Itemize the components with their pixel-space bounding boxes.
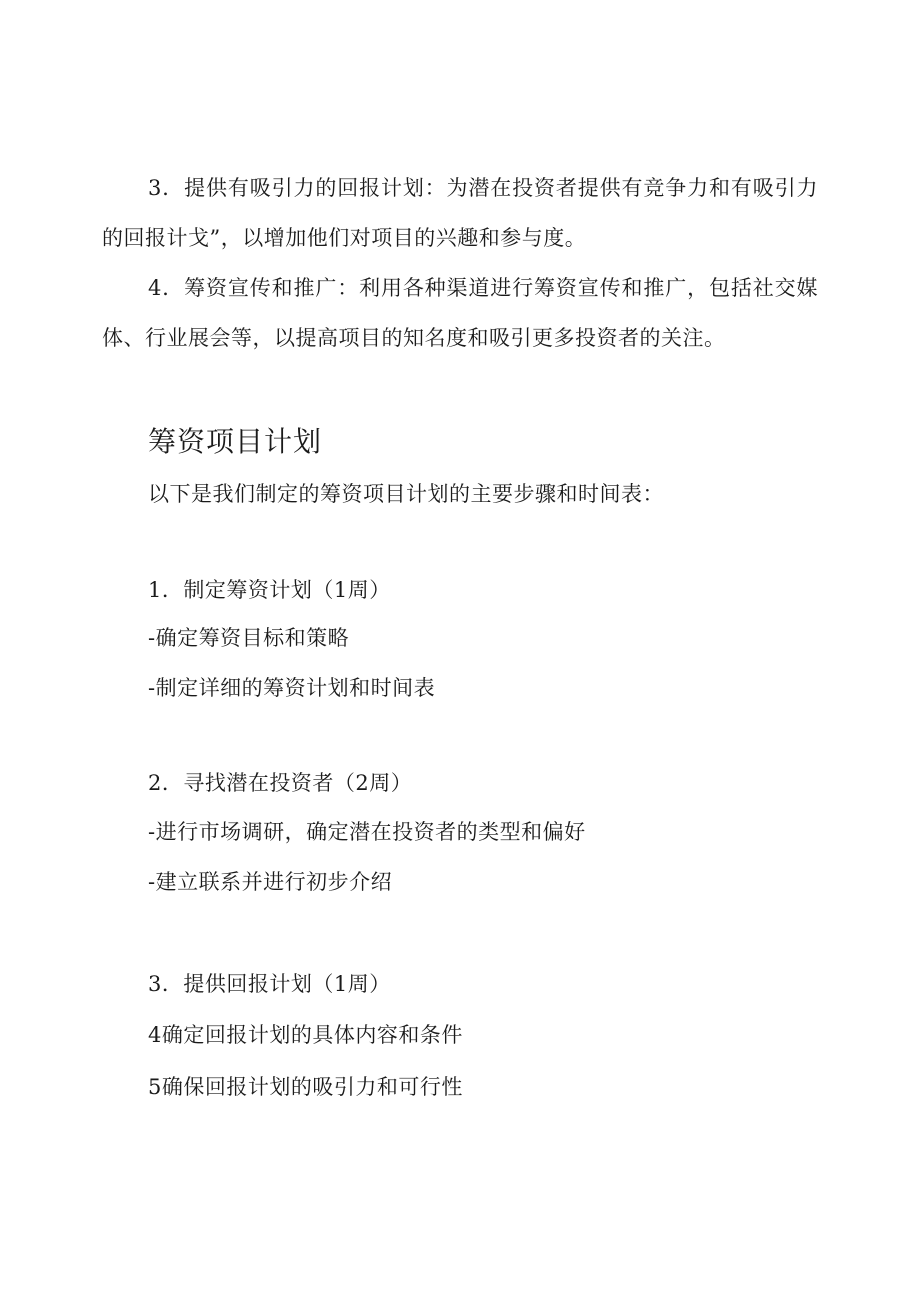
step-2-item-2: -建立联系并进行初步介绍 bbox=[148, 870, 393, 894]
section-title: 筹资项目计划 bbox=[148, 425, 323, 458]
paragraph-reward-plan: 3．提供有吸引力的回报计划：为潜在投资者提供有竞争力和有吸引力的回报计戈”，以增加他们对项目的兴趣和参与度。 bbox=[102, 176, 818, 250]
step-3-title: 3．提供回报计划（1周） bbox=[148, 972, 391, 996]
step-1-title: 1．制定筹资计划（1周） bbox=[148, 578, 391, 602]
step-2-title: 2．寻找潜在投资者（2周） bbox=[148, 771, 413, 795]
step-3-item-2: 5确保回报计划的吸引力和可行性 bbox=[148, 1075, 463, 1099]
paragraph-promotion: 4．筹资宣传和推广：利用各种渠道进行筹资宣传和推广，包括社交媒体、行业展会等，以提高项目的知名度和吸引更多投资者的关注。 bbox=[102, 276, 818, 350]
step-3-item-1: 4确定回报计划的具体内容和条件 bbox=[148, 1023, 463, 1047]
section-intro: 以下是我们制定的筹资项目计划的主要步骤和时间表： bbox=[148, 482, 664, 506]
step-1-item-1: -确定筹资目标和策略 bbox=[148, 626, 350, 650]
step-1-item-2: -制定详细的筹资计划和时间表 bbox=[148, 676, 436, 700]
step-2-item-1: -进行市场调研，确定潜在投资者的类型和偏好 bbox=[148, 820, 586, 844]
